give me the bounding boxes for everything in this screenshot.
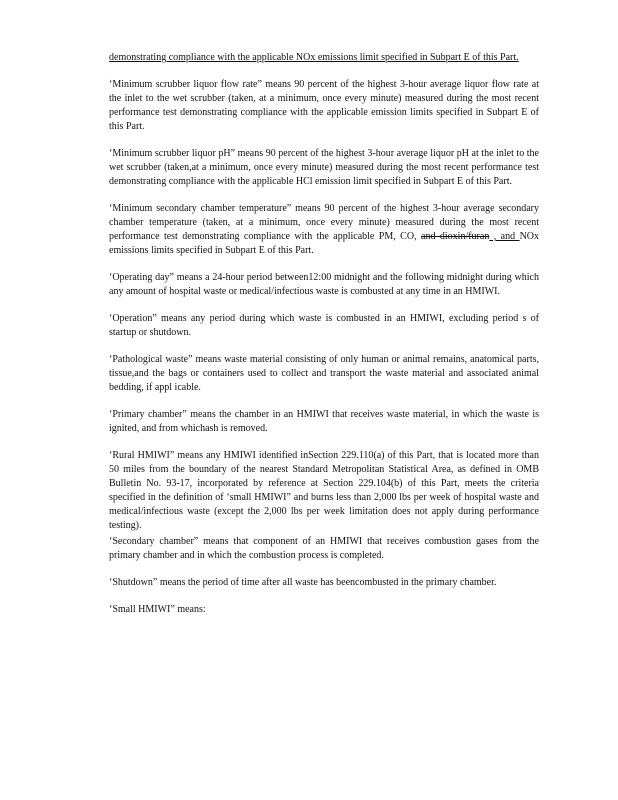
text-run: ‘Primary chamber” means the chamber in an HMIWI that receives waste material, in which the waste is ignited, and from whichash is removed. [109, 409, 539, 434]
text-run: ‘Shutdown” means the period of time after all waste has beencombusted in the primary chamber. [109, 577, 497, 588]
definition-secondary-chamber [109, 535, 539, 563]
definition-minimum-scrubber-liquor-flow-rate [109, 78, 539, 134]
definition-minimum-secondary-chamber-temperature [109, 202, 539, 258]
paragraph-continuation [109, 51, 539, 65]
definition-rural-hmiwi [109, 449, 539, 533]
definition-pathological-waste [109, 353, 539, 395]
definition-operating-day [109, 271, 539, 299]
inserted-text: , and [489, 231, 520, 242]
text-run: ‘Small HMIWI” means: [109, 604, 206, 615]
text-run: ‘Operation” means any period during which waste is combusted in an HMIWI, excluding period s of startup or shutdown. [109, 313, 539, 338]
text-run: ‘Minimum secondary chamber temperature” means 90 percent of the highest 3-hour average secondary chamber temperature (taken, at a minimum, once every minute) measured during the most recent performance test demonstrating compliance with the applicable PM, CO, [109, 203, 539, 242]
text-run: ‘Secondary chamber” means that component of an HMIWI that receives combustion gases from the primary chamber and in which the combustion process is completed. [109, 536, 539, 561]
definition-operation [109, 312, 539, 340]
definition-primary-chamber [109, 408, 539, 436]
definition-small-hmiwi [109, 603, 539, 617]
definition-minimum-scrubber-liquor-ph [109, 147, 539, 189]
document-page [109, 51, 539, 630]
text-run: ‘Pathological waste” means waste material consisting of only human or animal remains, anatomical parts, tissue,and the bags or containers used to collect and transport the waste material and associated animal bedding, if appl icable. [109, 354, 539, 393]
text-run: ‘Rural HMIWI” means any HMIWI identified inSection 229.110(a) of this Part, that is located more than 50 miles from the boundary of the nearest Standard Metropolitan Statistical Area, as defined in OMB Bulletin No. 93-17, incorporated by reference at Section 229.104(b) of this Part, meets the criteria specified in the definition of ‘small HMIWI” and burns less than 2,000 lbs per week of hospital waste and medical/infectious waste (except the 2,000 lbs per week limitation does not apply during performance testing). [109, 450, 539, 531]
definition-shutdown [109, 576, 539, 590]
text-run: ‘Operating day” means a 24-hour period between12:00 midnight and the following midnight during which any amount of hospital waste or medical/infectious waste is combusted at any time in an HMIWI. [109, 272, 539, 297]
text-run: NOx emissions limits specified in Subpart E of this Part. [109, 231, 540, 256]
text-run: ‘Minimum scrubber liquor pH” means 90 percent of the highest 3-hour average liquor pH at the inlet to the wet scrubber (taken,at a minimum, once every minute) measured during the most recent performance test demonstrating compliance with the applicable HCl emission limit specified in Subpart E of this Part. [109, 148, 539, 187]
deleted-text: and dioxin/furan [421, 231, 490, 242]
text-run: demonstrating compliance with the applicable NOx emissions limit specified in Subpart E of this Part. [109, 52, 519, 63]
text-run: ‘Minimum scrubber liquor flow rate” means 90 percent of the highest 3-hour average liquor flow rate at the inlet to the wet scrubber (taken, at a minimum, once every minute) measured during the most recent performance test demonstrating compliance with the applicable emission limits specified in Subpart E of this Part. [109, 79, 539, 132]
